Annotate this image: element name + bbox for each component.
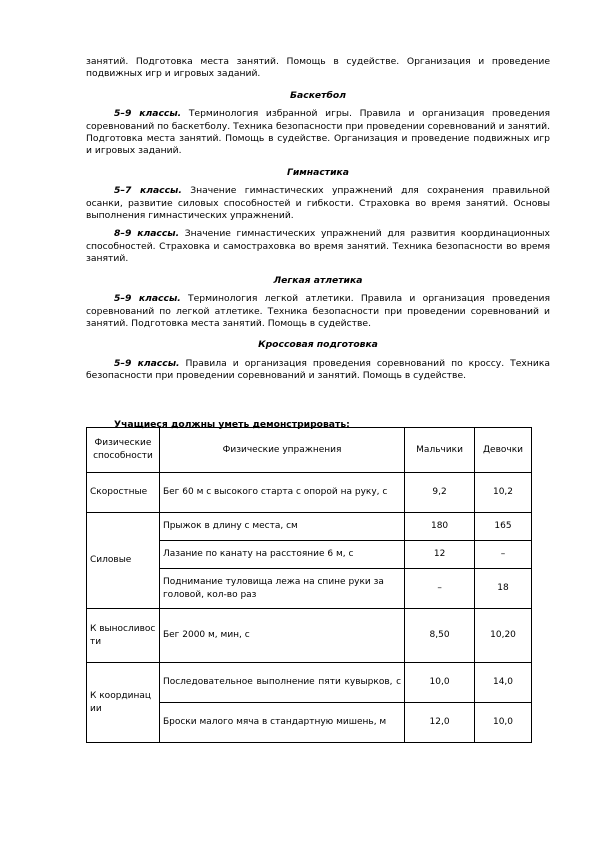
girls-cell: 165 xyxy=(475,513,532,541)
table-header-row xyxy=(87,428,532,473)
exercise-cell: Последовательное выполнение пяти кувырков, с xyxy=(159,663,404,703)
exercise-cell: Бег 2000 м, мин, с xyxy=(159,609,404,663)
norms-table xyxy=(86,427,532,743)
cross-heading: Кроссовая подготовка xyxy=(258,339,378,351)
header-boys: Мальчики xyxy=(405,428,475,473)
demo-label: Учащиеся должны уметь демонстрировать xyxy=(114,418,347,430)
gymnastics-heading: Гимнастика xyxy=(287,166,349,178)
athletics-heading: Легкая атлетика xyxy=(273,274,363,286)
document-body xyxy=(86,56,550,441)
exercise-cell: Поднимание туловища лежа на спине руки за головой, кол-во раз xyxy=(159,569,404,609)
gym57-lead: 5–7 классы. xyxy=(114,185,182,197)
basketball-paragraph xyxy=(86,108,550,158)
girls-cell: 14,0 xyxy=(475,663,532,703)
table-row xyxy=(87,609,532,663)
athletics-paragraph xyxy=(86,293,550,330)
table-row xyxy=(87,513,532,541)
boys-cell: 10,0 xyxy=(405,663,475,703)
boys-cell: 12,0 xyxy=(405,703,475,743)
exercise-cell: Прыжок в длину с места, см xyxy=(159,513,404,541)
boys-cell: 9,2 xyxy=(405,473,475,513)
intro-paragraph: занятий. Подготовка места занятий. Помощь в судействе. Организация и проведение подвижных игр и игровых заданий. xyxy=(86,56,550,80)
athletics-lead: 5–9 классы. xyxy=(114,293,181,305)
basketball-heading: Баскетбол xyxy=(290,89,346,101)
ability-cell: К выносливости xyxy=(87,609,160,663)
gym57-text: Значение гимнастических упражнений для сохранения правильной осанки, развитие силовых способностей и гибкости. Страховка во время занятий. Основы выполнения гимнастических упражнений. xyxy=(86,185,550,222)
header-ability: Физические способности xyxy=(87,428,160,473)
girls-cell: – xyxy=(475,541,532,569)
boys-cell: – xyxy=(405,569,475,609)
ability-cell: Скоростные xyxy=(87,473,160,513)
header-exercise: Физические упражнения xyxy=(159,428,404,473)
gym89-lead: 8–9 классы. xyxy=(114,228,180,240)
demo-colon: : xyxy=(346,418,350,430)
table-row xyxy=(87,473,532,513)
header-girls: Девочки xyxy=(475,428,532,473)
girls-cell: 10,0 xyxy=(475,703,532,743)
cross-text: Правила и организация проведения соревнований по кроссу. Техника безопасности при проведении соревнований и занятий. Помощь в судействе. xyxy=(86,357,550,382)
girls-cell: 18 xyxy=(475,569,532,609)
cross-lead: 5–9 классы. xyxy=(114,357,180,369)
girls-cell: 10,2 xyxy=(475,473,532,513)
boys-cell: 12 xyxy=(405,541,475,569)
boys-cell: 180 xyxy=(405,513,475,541)
exercise-cell: Лазание по канату на расстояние 6 м, с xyxy=(159,541,404,569)
basketball-lead: 5–9 классы. xyxy=(114,108,182,120)
exercise-cell: Броски малого мяча в стандартную мишень, м xyxy=(159,703,404,743)
ability-cell: К координации xyxy=(87,663,160,743)
gym57-paragraph xyxy=(86,185,550,222)
boys-cell: 8,50 xyxy=(405,609,475,663)
ability-cell: Силовые xyxy=(87,513,160,609)
athletics-text: Терминология легкой атлетики. Правила и организация проведения соревнований по легкой атлетике. Техника безопасности при проведении соревнований и занятий. Подготовка места занятий. Помощь в судействе. xyxy=(86,293,550,329)
table-row xyxy=(87,663,532,703)
gym89-paragraph xyxy=(86,228,550,265)
exercise-cell: Бег 60 м с высокого старта с опорой на руку, с xyxy=(159,473,404,513)
basketball-text: Терминология избранной игры. Правила и организация проведения соревнований по баскетболу. Техника безопасности при проведении соревнований и занятий. Подготовка места занятий. Помощь в судействе. Организация и проведение подвижных игр и игровых заданий. xyxy=(86,108,551,157)
gym89-text: Значение гимнастических упражнений для развития координационных способностей. Страховка и самостраховка во время занятий. Техника безопасности во время занятий. xyxy=(86,228,550,265)
girls-cell: 10,20 xyxy=(475,609,532,663)
cross-paragraph xyxy=(86,358,550,383)
